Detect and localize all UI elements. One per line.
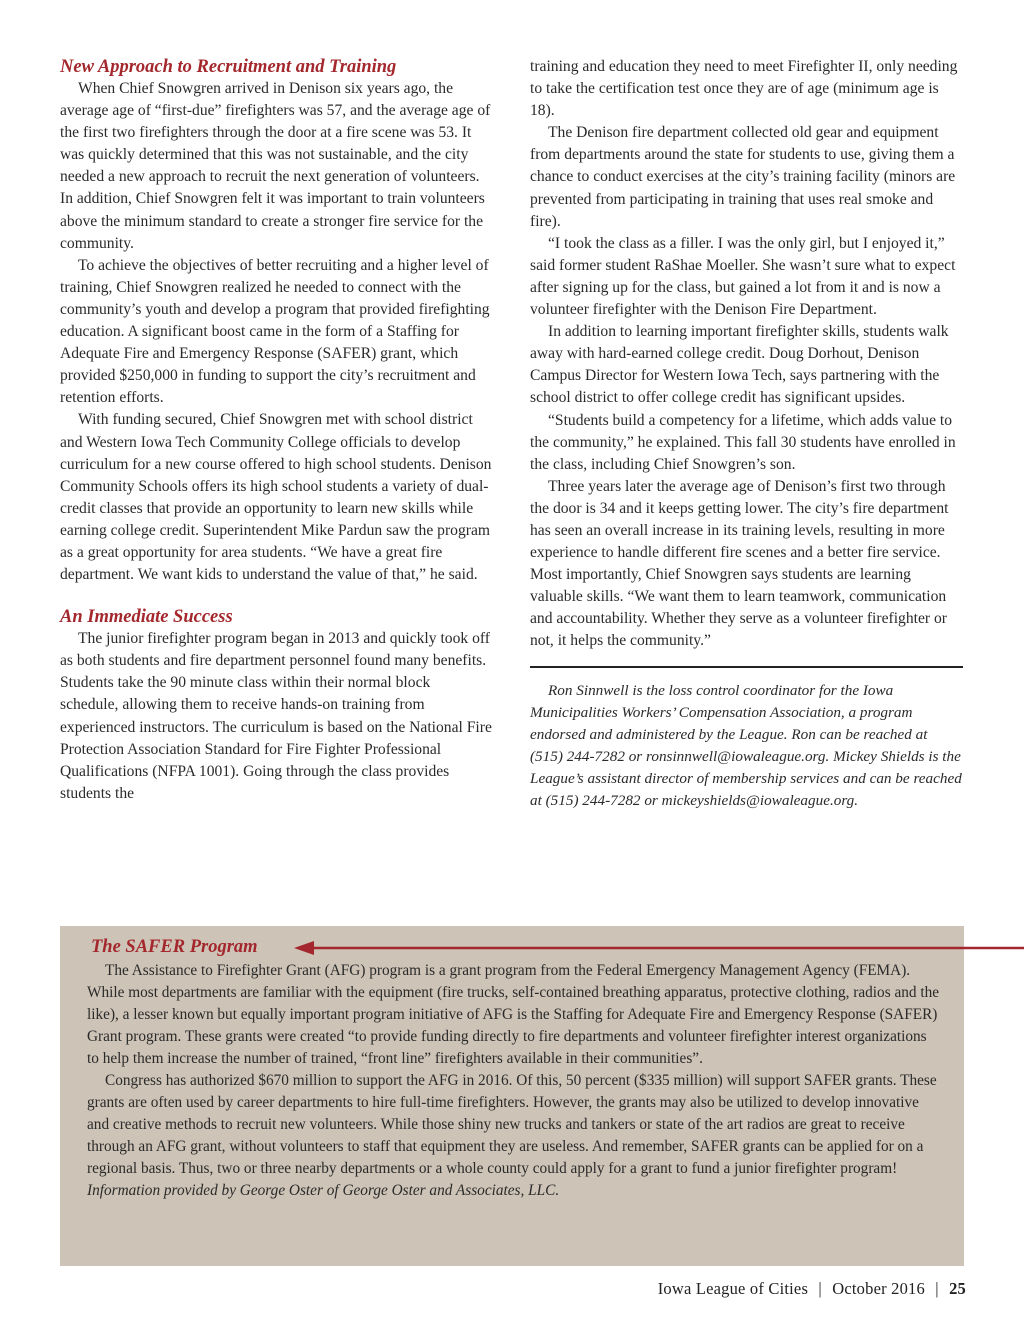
paragraph: training and education they need to meet Firefighter II, only needing to take the certification test once they are of age (minimum age is 18). — [530, 58, 958, 120]
paragraph: With funding secured, Chief Snowgren met with school district and Western Iowa Tech Community College officials to develop curriculum for a new course offered to high school students. Denison Community Schools offers its high school students a variety of dual-credit classes that provide an opportunity to learn new skills while earning college credit. Superintendent Mike Pardun saw the program as a great opportunity for area students. “We have a great fire department. We want kids to understand the value of that,” he said. — [60, 411, 492, 584]
issue-date: October 2016 — [832, 1279, 925, 1298]
left-column — [60, 56, 492, 805]
right-column — [530, 56, 963, 812]
separator: | — [935, 1279, 939, 1298]
paragraph: In addition to learning important firefighter skills, students walk away with hard-earned college credit. Doug Dorhout, Denison Campus Director for Western Iowa Tech, says partnering with the school district to offer college credit has significant upsides. — [530, 323, 949, 407]
sidebar-paragraph: The Assistance to Firefighter Grant (AFG) program is a grant program from the Federal Emergency Management Agency (FEMA). While most departments are familiar with the equipment (fire trucks, self-contained breathing apparatus, protective clothing, radios and the like), a lesser known but equally important program initiative of AFG is the Staffing for Adequate Fire and Emergency Response (SAFER) Grant program. These grants were created “to provide funding directly to fire departments and volunteer firefighter interest organizations to help them increase the number of trained, “front line” firefighters available in their communities”. — [87, 962, 940, 1067]
separator: | — [818, 1279, 822, 1298]
paragraph: The Denison fire department collected old gear and equipment from departments around the state for students to use, giving them a chance to conduct exercises at the city’s training facility (minors are prevented from participating in training that uses real smoke and fire). — [530, 124, 956, 230]
page-number: 25 — [949, 1279, 966, 1298]
sidebar-title: The SAFER Program — [91, 937, 258, 957]
page-footer — [658, 1279, 966, 1299]
paragraph: “Students build a competency for a lifetime, which adds value to the community,” he explained. This fall 30 students have enrolled in the class, including Chief Snowgren’s son. — [530, 411, 956, 473]
safer-sidebar — [60, 926, 964, 1266]
sidebar-credit: Information provided by George Oster of George Oster and Associates, LLC. — [87, 1182, 560, 1199]
section-heading-recruitment: New Approach to Recruitment and Training — [60, 57, 397, 77]
paragraph: The junior firefighter program began in 2013 and quickly took off as both students and fire department personnel found many benefits. Students take the 90 minute class within their normal block schedule, allowing them to receive hands-on training from experienced instructors. The curriculum is based on the National Fire Protection Association Standard for Fire Fighter Professional Qualifications (NFPA 1001). Going through the class provides students the — [60, 630, 492, 802]
paragraph: To achieve the objectives of better recruiting and a higher level of training, Chief Snowgren realized he needed to connect with the community’s youth and develop a program that provided firefighting education. A significant boost came in the form of a Staffing for Adequate Fire and Emergency Response (SAFER) grant, which provided $250,000 in funding to support the city’s recruitment and retention efforts. — [60, 256, 490, 407]
publication-name: Iowa League of Cities — [657, 1279, 809, 1298]
section-heading-success: An Immediate Success — [60, 607, 233, 628]
paragraph: “I took the class as a filler. I was the only girl, but I enjoyed it,” said former student RaShae Moeller. She wasn’t sure what to expect after signing up for the class, but gained a lot from it and is now a volunteer firefighter with the Denison Fire Department. — [530, 234, 956, 319]
sidebar-paragraph: Congress has authorized $670 million to support the AFG in 2016. Of this, 50 percent ($335 million) will support SAFER grants. These grants are often used by career departments to hire full-time firefighters. However, the grants may also be utilized to develop innovative and creative methods to recruit new volunteers. While those shiny new trucks and tankers or state of the art radios are great to receive through an AFG grant, without volunteers to staff that equipment they are useless. And remember, SAFER grants can be applied for on a regional basis. Thus, two or three nearby departments or a whole county could apply for a grant to fund a junior firefighter program! — [87, 1072, 937, 1177]
paragraph: Three years later the average age of Denison’s first two through the door is 34 and it keeps getting lower. The city’s fire department has seen an overall increase in its training levels, resulting in more experience to handle different fire scenes and a better fire service. Most importantly, Chief Snowgren says students are learning valuable skills. “We want them to learn teamwork, communication and accountability. Whether they serve as a volunteer firefighter or not, it helps the community.” — [530, 477, 949, 650]
paragraph: When Chief Snowgren arrived in Denison six years ago, the average age of “first-due” firefighters was 57, and the average age of the first two firefighters through the door at a fire scene was 53. It was quickly determined that this was not sustainable, and the city needed a new approach to recruit the next generation of volunteers. In addition, Chief Snowgren felt it was important to train volunteers above the minimum standard to create a stronger fire service for the community. — [60, 80, 491, 252]
arrow-left-icon — [294, 938, 1024, 958]
author-bio: Ron Sinnwell is the loss control coordinator for the Iowa Municipalities Workers’ Compensation Association, a program endorsed and administered by the League. Ron can be reached at (515) 244-7282 or ronsinnwell@iowaleague.org. Mickey Shields is the League’s assistant director of membership services and can be reached at (515) 244-7282 or mickeyshields@iowaleague.org. — [530, 681, 962, 809]
divider — [530, 666, 963, 668]
